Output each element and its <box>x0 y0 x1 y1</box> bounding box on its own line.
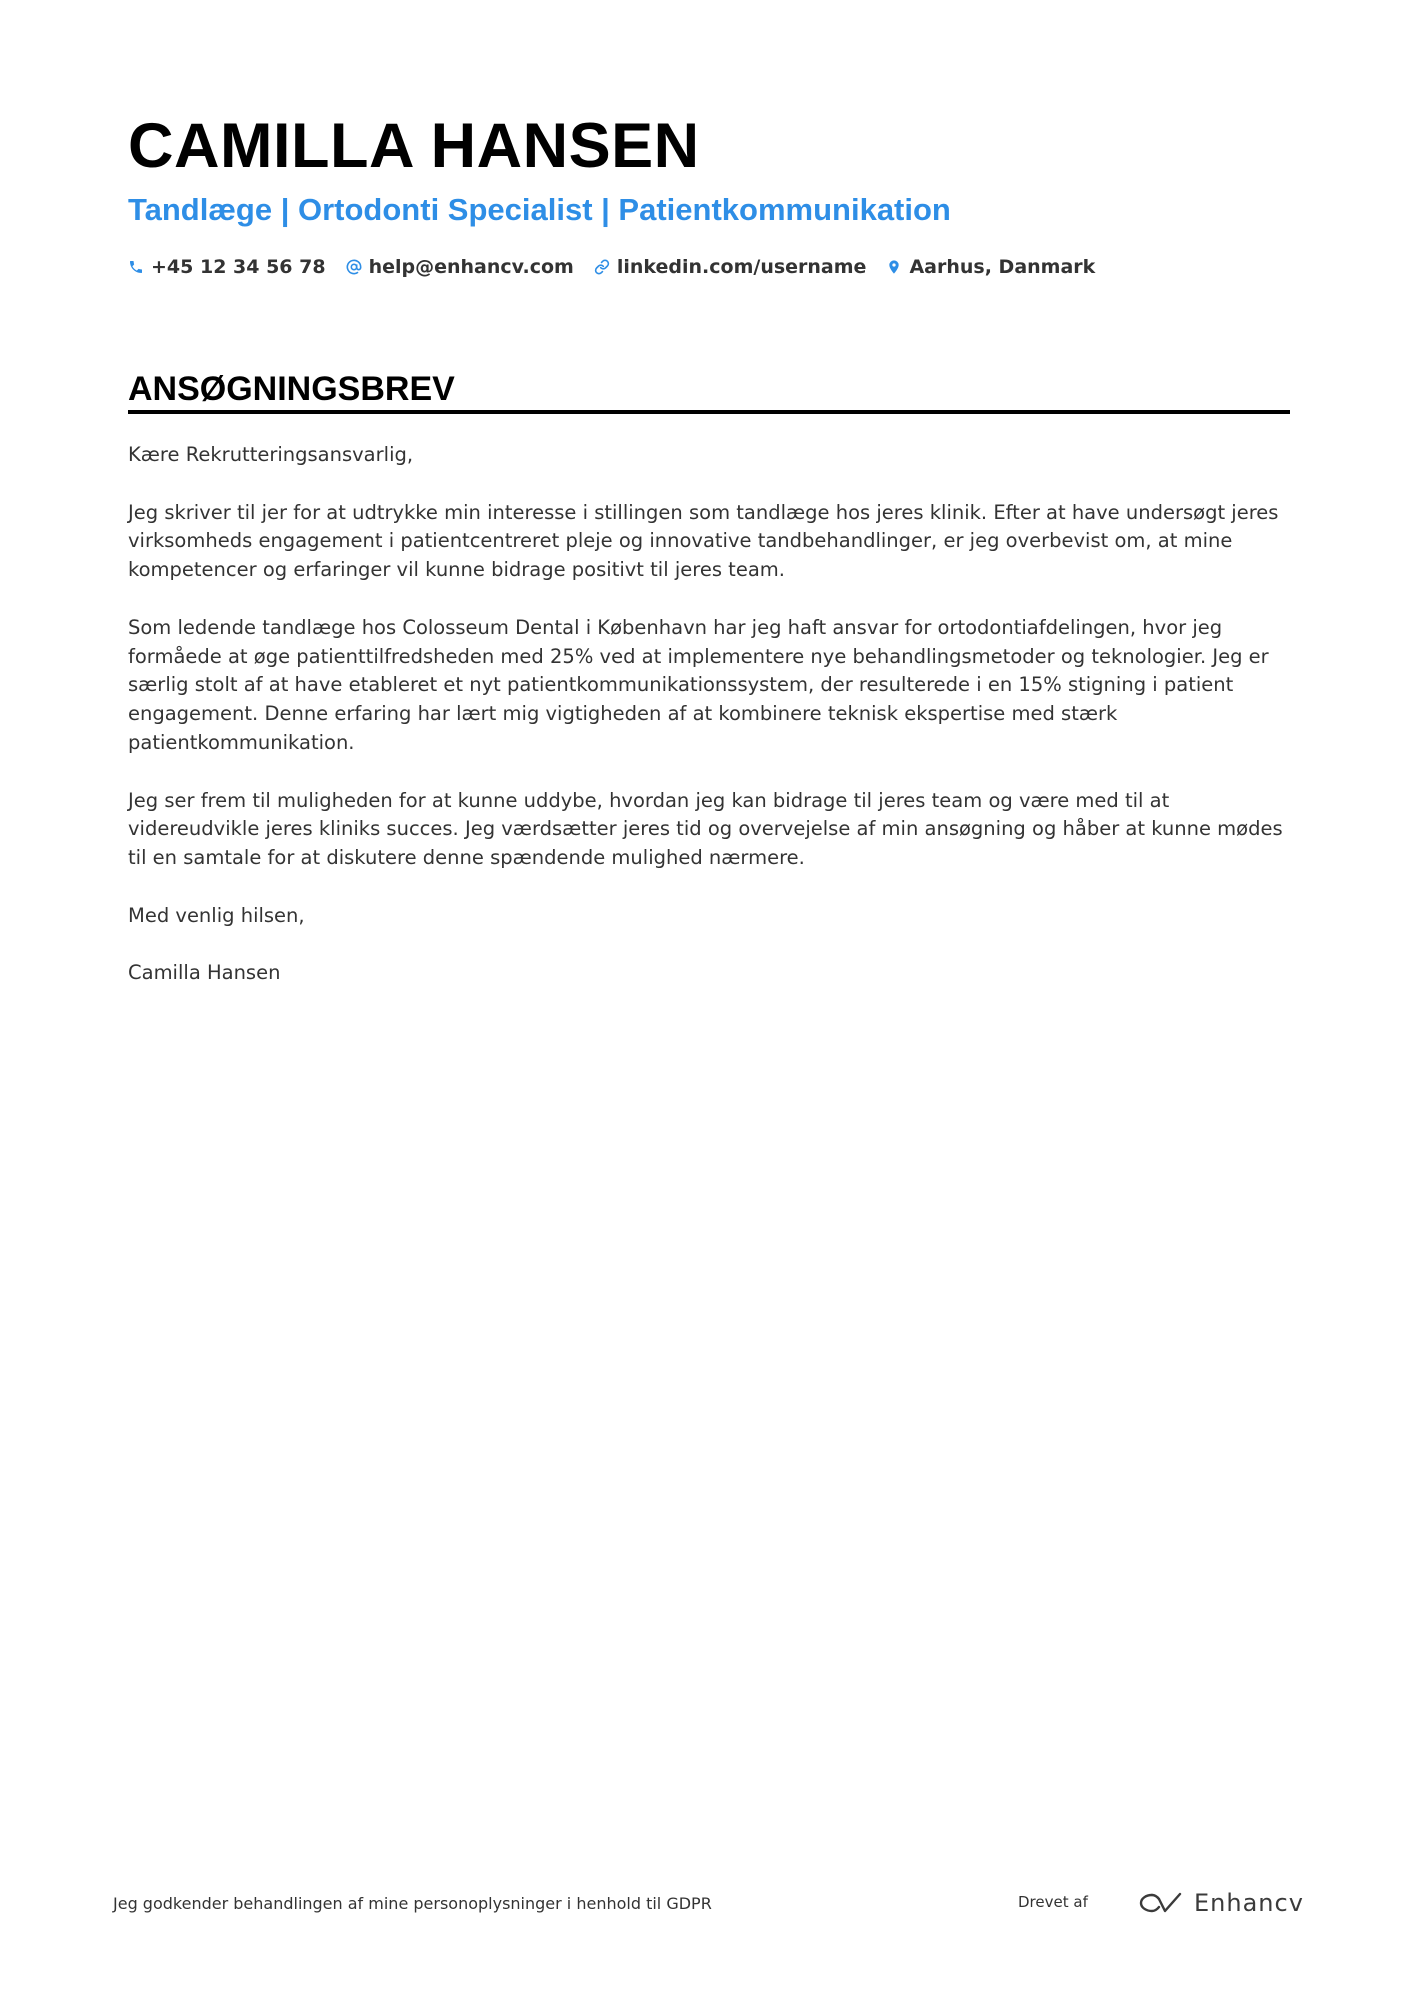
letter-paragraph-3: Jeg ser frem til muligheden for at kunne uddybe, hvordan jeg kan bidrage til jeres team og være med til at videreudvikle jeres kliniks succes. Jeg værdsætter jeres tid og overvejelse af min ansøgning og håber at kunne mødes til en samtale for at diskutere denne spændende mulighed nærmere. <box>128 788 1283 870</box>
section-divider <box>128 410 1290 414</box>
link-icon <box>594 259 610 275</box>
contact-phone-text: +45 12 34 56 78 <box>151 256 326 278</box>
contact-location <box>886 252 1095 282</box>
candidate-title: Tandlæge | Ortodonti Specialist | Patientkommunikation <box>128 192 951 227</box>
letter-salutation: Kære Rekrutteringsansvarlig, <box>128 443 414 466</box>
location-pin-icon <box>886 259 902 275</box>
contact-email-text[interactable]: help@enhancv.com <box>368 256 574 278</box>
enhancv-logo[interactable] <box>1138 1888 1304 1918</box>
phone-icon <box>128 259 144 275</box>
letter-paragraph-2: Som ledende tandlæge hos Colosseum Dental i København har jeg haft ansvar for ortodontiafdelingen, hvor jeg formåede at øge patienttilfredsheden med 25% ved at implementere nye behandlingsmetoder og teknologier. Jeg er særlig stolt af at have etableret et nyt patientkommunikationssystem, der resulterede i en 15% stigning i patient engagement. Denne erfaring har lært mig vigtigheden af at kombinere teknisk ekspertise med stærk patientkommunikation. <box>128 615 1269 754</box>
contact-location-text: Aarhus, Danmark <box>909 256 1096 278</box>
contact-bar <box>128 252 1095 282</box>
section-title: ANSØGNINGSBREV <box>128 370 455 408</box>
contact-phone <box>128 252 326 282</box>
letter-paragraph-1: Jeg skriver til jer for at udtrykke min interesse i stillingen som tandlæge hos jeres klinik. Efter at have undersøgt jeres virksomheds engagement i patientcentreret pleje og innovative tandbehandlinger, er jeg overbevist om, at mine kompetencer og erfaringer vil kunne bidrage positivt til jeres team. <box>128 500 1279 582</box>
contact-linkedin-text[interactable]: linkedin.com/username <box>616 256 867 278</box>
enhancv-logo-text: Enhancv <box>1194 1889 1304 1917</box>
at-icon <box>346 259 362 275</box>
contact-email[interactable] <box>346 252 574 282</box>
powered-by-label: Drevet af <box>1018 1893 1088 1911</box>
letter-body <box>128 441 1290 1017</box>
letter-closing: Med venlig hilsen, <box>128 903 305 927</box>
cover-letter-page <box>128 0 1290 1995</box>
candidate-name: CAMILLA HANSEN <box>128 111 700 181</box>
enhancv-logo-icon <box>1138 1890 1184 1916</box>
contact-linkedin[interactable] <box>594 252 867 282</box>
letter-signature: Camilla Hansen <box>128 961 281 985</box>
gdpr-consent-text: Jeg godkender behandlingen af mine personoplysninger i henhold til GDPR <box>113 1894 712 1913</box>
